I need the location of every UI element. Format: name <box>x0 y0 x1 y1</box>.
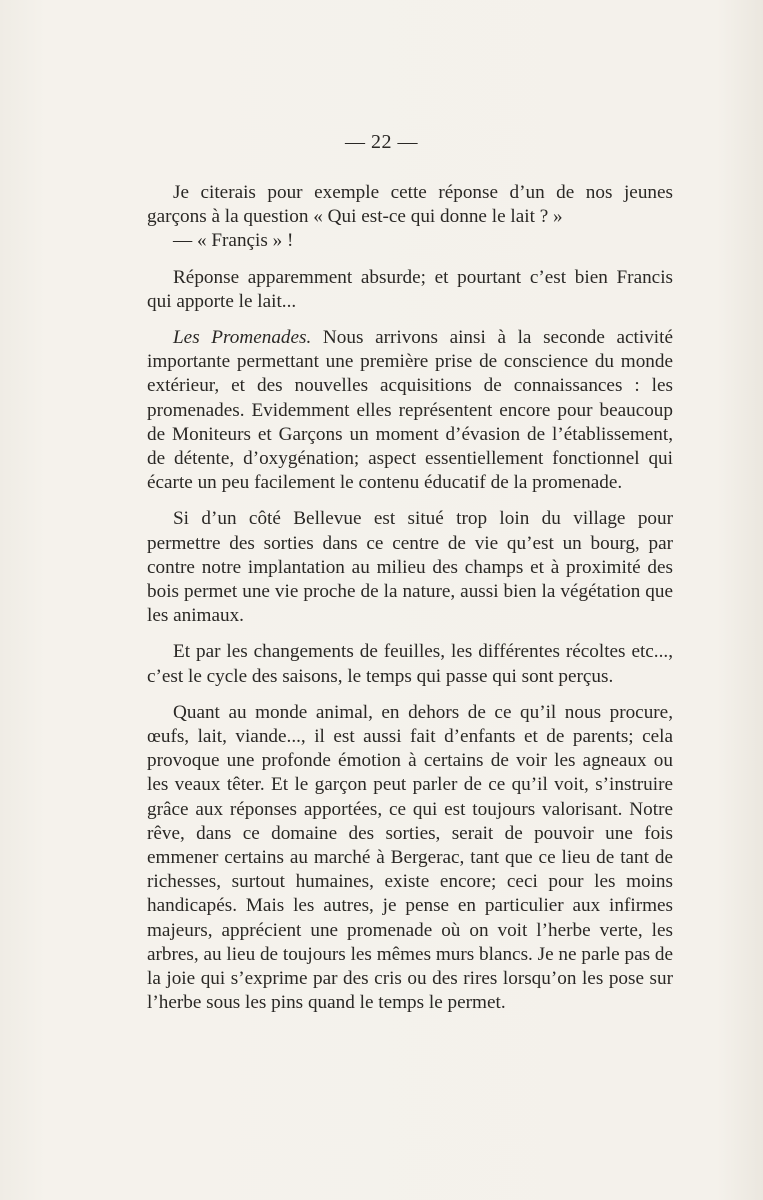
paragraph-text: Et par les changements de feuilles, les différentes récoltes etc..., c’est le cycle des saisons, le temps qui passe qui sont perçus. <box>147 641 673 687</box>
paragraph <box>147 640 673 688</box>
paragraph-text: Je citerais pour exemple cette réponse d’un de nos jeunes garçons à la question « Qui est-ce qui donne le lait ? » <box>147 182 673 228</box>
paragraph-text: — « Françis » ! <box>173 230 294 252</box>
body-text <box>147 181 673 1028</box>
paragraph <box>147 181 673 229</box>
page-number: — 22 — <box>345 131 418 153</box>
paragraph-text: Nous arrivons ainsi à la seconde activité importante permettant une première prise de conscience du monde extérieur, et des nouvelles acquisitions de connaissances : les promenades. Evidemment elles représentent encore pour beaucoup de Moniteurs et Garçons un moment d’évasion de l’établissement, de détente, d’oxygénation; aspect essentiellement fonctionnel qui écarte un peu facilement le contenu éducatif de la promenade. <box>147 327 673 494</box>
paragraph-text: Si d’un côté Bellevue est situé trop loin du village pour permettre des sorties dans ce centre de vie qu’est un bourg, par contre notre implantation au milieu des champs et à proximité des bois permet une vie proche de la nature, aussi bien la végétation que les animaux. <box>147 508 673 627</box>
paragraph-text: Quant au monde animal, en dehors de ce qu’il nous procure, œufs, lait, viande..., il est aussi fait d’enfants et de parents; cela provoque une profonde émotion à certains de voir les agneaux ou les veaux têter. Et le garçon peut parler de ce qu’il voit, s’instruire grâce aux réponses apportées, ce qui est toujours valorisant. Notre rêve, dans ce domaine des sorties, serait de pouvoir une fois emmener certains au marché à Bergerac, tant que ce lieu de tant de richesses, surtout humaines, existe encore; ceci pour les moins handicapés. Mais les autres, je pense en particulier aux infirmes majeurs, apprécient une promenade où on voit l’herbe verte, les arbres, au lieu de toujours les mêmes murs blancs. Je ne parle pas de la joie qui s’exprime par des cris ou des rires lorsqu’on les pose sur l’herbe sous les pins quand le temps le permet. <box>147 701 673 1014</box>
quote-answer <box>147 229 673 253</box>
paragraph-text: Réponse apparemment absurde; et pourtant c’est bien Francis qui apporte le lait... <box>147 266 673 312</box>
paragraph <box>147 701 673 1016</box>
paragraph <box>147 266 673 314</box>
paragraph <box>147 326 673 495</box>
paragraph <box>147 507 673 628</box>
section-title: Les Promenades. <box>173 327 312 349</box>
